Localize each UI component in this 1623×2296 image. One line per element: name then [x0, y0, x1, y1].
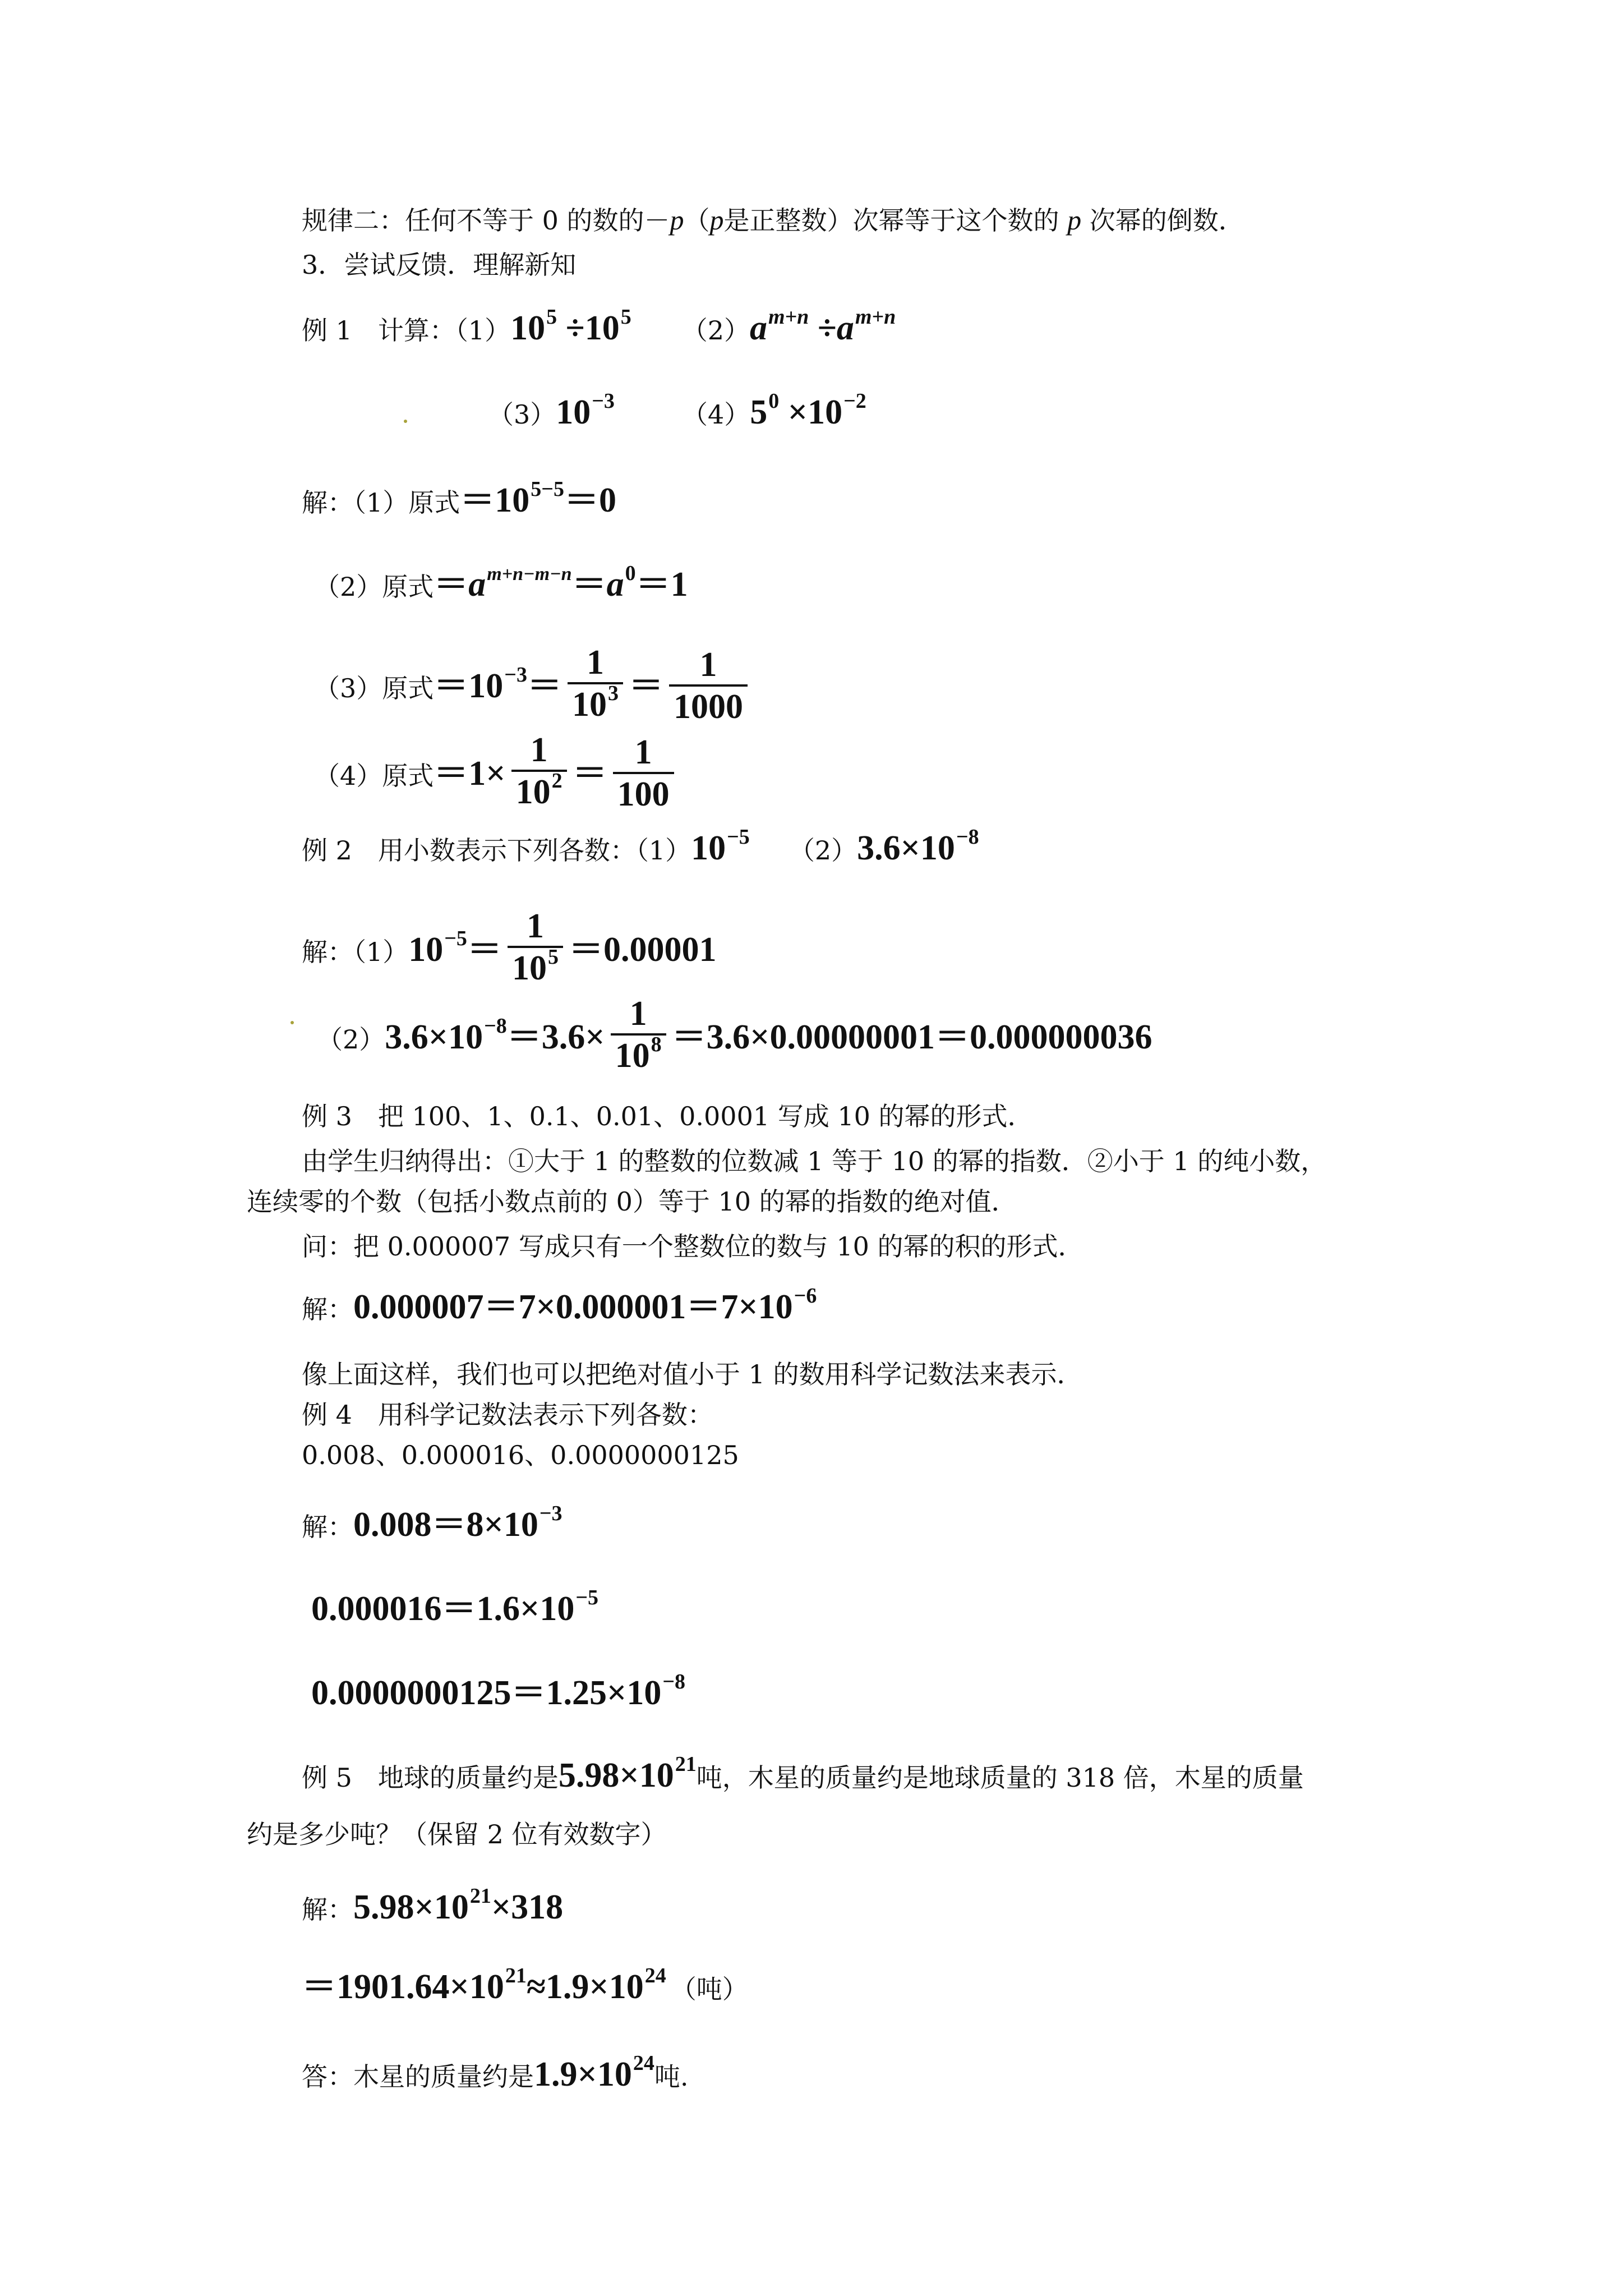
ex3-sol-label: 解：	[302, 1294, 353, 1324]
ex5-answer-math: $1.9\times 10^{24}$	[534, 2051, 654, 2093]
ex2-q2: $3.6\times 10^{-8}$	[857, 825, 979, 867]
ex2-q2-label: （2）	[789, 835, 857, 866]
section-heading: 3．尝试反馈．理解新知	[302, 250, 577, 280]
sol1-l2-math: $=a^{m+n-m-n}=a^0=1$	[434, 562, 688, 604]
sol2-l2-math: $3.6\times 10^{-8}=3.6\times$ $\frac{1}{10^8}$ ＝3.6×0.00000001＝0.000000036	[385, 1018, 1152, 1056]
sol2-l1-label: 解：（1）	[302, 937, 409, 968]
sol2-l1-math: $10^{-5}=$ $\frac{1}{10^5}$ ＝0.00001	[408, 931, 716, 969]
scientific-notation-note: 像上面这样，我们也可以把绝对值小于 1 的数用科学记数法来表示．	[302, 1359, 1083, 1389]
example-1-line2	[488, 389, 866, 434]
ex2-q1: $10^{-5}$	[691, 825, 750, 867]
ex1-q4: $5^0 \times 10^{-2}$	[750, 389, 866, 431]
example-3-solution	[302, 1284, 817, 1328]
example-1-line1	[302, 305, 896, 349]
rule2-text-d: 次幂的倒数．	[1081, 205, 1244, 236]
example-5-solution-2	[302, 1964, 748, 2008]
ex1-q2: $a^{m+n} \div a^{m+n}$	[749, 305, 896, 347]
example-4-solution-1	[302, 1502, 562, 1546]
sol2-l2-label: （2）	[317, 1024, 385, 1055]
rule2-text-a: 规律二：任何不等于 0 的数的－	[302, 205, 670, 236]
var-p: p	[709, 204, 724, 236]
example-4-solution-2	[311, 1586, 598, 1630]
stray-dot	[291, 1021, 294, 1024]
example-5-line2: 约是多少吨？（保留 2 位有效数字）	[247, 1819, 667, 1849]
ex5-answer-label: 答：木星的质量约是	[302, 2062, 534, 2092]
sol1-l4-math: ＝1× $\frac{1}{10^2}$ ＝ $\frac{1}{100}$	[434, 754, 679, 793]
ex5-text-a: 例 5 地球的质量约是	[302, 1763, 559, 1793]
solution-2-line1	[302, 907, 717, 996]
var-p: p	[1067, 204, 1082, 236]
solution-2-line2	[317, 997, 1152, 1084]
example-4-numbers: 0.008、0.000016、0.0000000125	[302, 1440, 739, 1470]
ex1-q2-label: （2）	[681, 315, 750, 346]
ex1-q3: $10^{-3}$	[556, 389, 615, 431]
example-4-label: 例 4 用科学记数法表示下列各数：	[302, 1400, 713, 1430]
ex4-sol-label: 解：	[302, 1512, 353, 1542]
fraction: $\frac{1}{10^8}$	[611, 994, 666, 1080]
sol1-l3-math: $=10^{-3}=$ $\frac{1}{10^3}$ ＝ $\frac{1}{1000}$	[434, 667, 753, 705]
solution-1-line1	[302, 477, 616, 522]
example-5-solution-1	[302, 1884, 564, 1929]
example-1-label: 例 1 计算：（1）	[302, 315, 511, 346]
example-3-line1: 例 3 把 100、1、0.1、0.01、0.0001 写成 10 的幂的形式．	[302, 1101, 1034, 1131]
ex5-unit: （吨）	[670, 1974, 748, 2004]
sol1-l1-label: 解：（1）原式	[302, 487, 460, 518]
var-p: p	[670, 204, 684, 236]
sol1-l1-math: $=10^{5-5}=0$	[460, 477, 616, 519]
ex4-sol3-math: $0.0000000125=1.25\times 10^{-8}$	[311, 1670, 685, 1712]
solution-1-line4	[314, 731, 680, 820]
example-3-line3: 连续零的个数（包括小数点前的 0）等于 10 的幂的指数的绝对值．	[247, 1186, 1017, 1217]
example-3-line2: 由学生归纳得出：①大于 1 的整数的位数减 1 等于 10 的幂的指数．②小于 1 的纯小数，	[302, 1146, 1327, 1176]
sol1-l3-label: （3）原式	[314, 673, 434, 704]
ex1-q3-label: （3）	[488, 399, 556, 430]
example-3-question: 问：把 0.000007 写成只有一个整数位的数与 10 的幂的积的形式．	[302, 1231, 1084, 1262]
ex5-sol-label: 解：	[302, 1894, 353, 1925]
example-2-line	[302, 825, 979, 869]
solution-1-line3	[314, 643, 753, 733]
ex5-earth-mass: $5.98\times 10^{21}$	[558, 1752, 697, 1795]
ex5-sol1-math: $5.98\times 10^{21}\times 318$	[353, 1884, 564, 1926]
rule2-text-b: （	[684, 205, 710, 236]
example-5-answer	[302, 2051, 689, 2096]
fraction: $\frac{1}{100}$	[613, 733, 674, 815]
fraction: $\frac{1}{10^3}$	[568, 643, 623, 729]
sol1-l4-label: （4）原式	[314, 761, 434, 792]
ex5-answer-rest: 吨.	[654, 2062, 689, 2092]
solution-1-line2	[314, 562, 688, 607]
ex5-text-b: 吨，木星的质量约是地球质量的 318 倍，木星的质量	[696, 1763, 1304, 1793]
ex1-q1: $10^5 \div 10^5$	[510, 305, 631, 347]
rule2-line	[302, 203, 1244, 237]
ex4-sol1-math: $0.008=8\times 10^{-3}$	[353, 1502, 562, 1544]
fraction: $\frac{1}{10^2}$	[511, 730, 567, 817]
example-5-line1	[302, 1752, 1304, 1797]
sol1-l2-label: （2）原式	[314, 572, 434, 602]
ex4-sol2-math: $0.000016=1.6\times 10^{-5}$	[311, 1586, 598, 1628]
fraction: $\frac{1}{1000}$	[669, 645, 748, 727]
fraction: $\frac{1}{10^5}$	[508, 907, 563, 993]
example-2-label: 例 2 用小数表示下列各数：（1）	[302, 835, 691, 866]
example-4-solution-3	[311, 1670, 685, 1714]
ex3-sol-math: $0.000007=7\times 0.000001=7\times 10^{-6}$	[353, 1284, 817, 1326]
ex5-sol2-math: $=1901.64\times 10^{21}\approx 1.9\times 10^{24}$	[302, 1964, 666, 2006]
stray-dot	[404, 420, 407, 423]
ex1-q4-label: （4）	[681, 399, 750, 430]
rule2-text-c: 是正整数）次幂等于这个数的	[723, 205, 1068, 236]
